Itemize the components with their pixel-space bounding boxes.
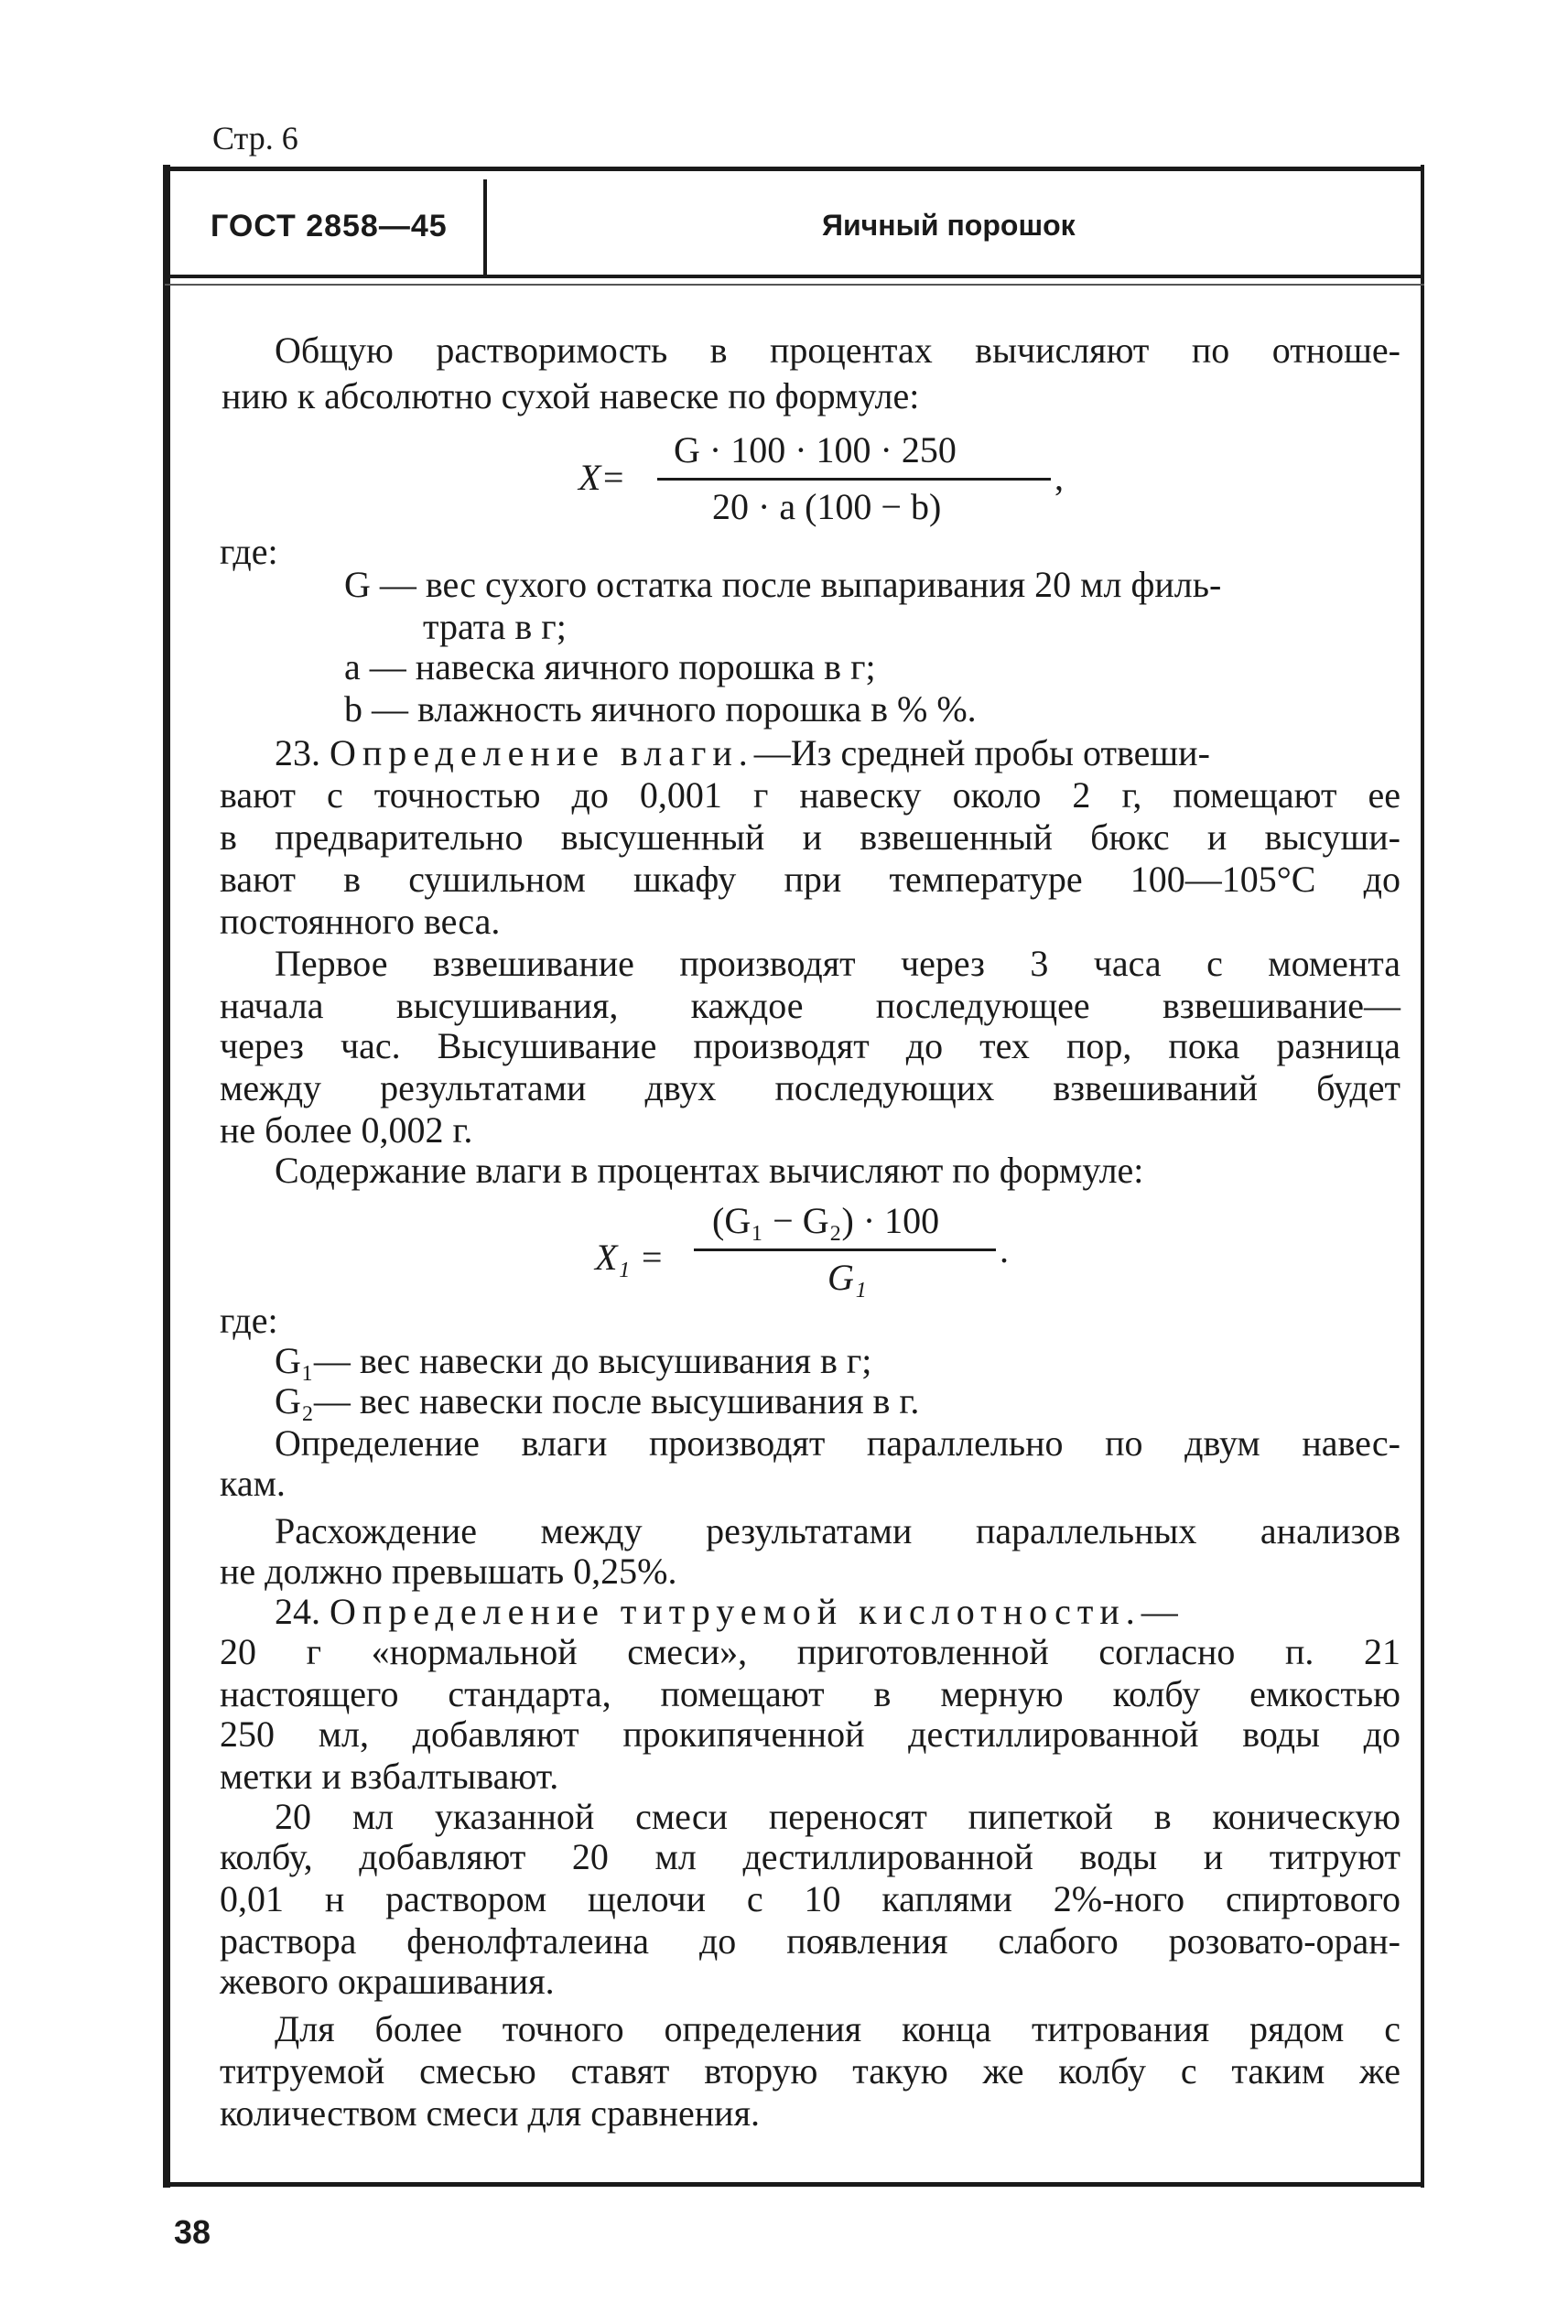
paragraph-line: 20 мл указанной смеси переносят пипеткой в коническую: [275, 1796, 1400, 1837]
formula-numerator: G · 100 · 100 · 250: [674, 429, 957, 470]
paragraph-line: в предварительно высушенный и взвешенный бюкс и высуши-: [220, 816, 1400, 858]
header-separator: [483, 179, 487, 278]
paragraph-line: начала высушивания, каждое последующее взвешивание—: [220, 985, 1400, 1026]
paragraph-line: жевого окрашивания.: [220, 1961, 555, 2002]
paragraph-line: нию к абсолютно сухой навеске по формуле:: [222, 375, 920, 416]
paragraph-line: не должно превышать 0,25%.: [220, 1551, 677, 1592]
paragraph-line: титруемой смесью ставят вторую такую же колбу с таким же: [220, 2050, 1400, 2092]
paragraph-line: 0,01 н раствором щелочи с 10 каплями 2%-ного спиртового: [220, 1878, 1400, 1919]
header-bottom-rule: [165, 275, 1424, 278]
paragraph-line: 20 г «нормальной смеси», приготовленной согласно п. 21: [220, 1631, 1400, 1672]
section-line-rest: —: [1141, 1591, 1178, 1632]
paragraph-line: Содержание влаги в процентах вычисляют по формуле:: [275, 1150, 1144, 1191]
paragraph-line: Для более точного определения конца титрования рядом с: [275, 2008, 1400, 2049]
footer-rule: [163, 2182, 1424, 2187]
paragraph-line: метки и взбалтывают.: [220, 1756, 559, 1797]
section-title: Определение влаги.: [330, 732, 754, 773]
paragraph-line: Расхождение между результатами параллельных анализов: [275, 1510, 1400, 1551]
paragraph-line: Определение влаги производят параллельно по двум навес-: [275, 1422, 1400, 1464]
fraction-bar: [657, 478, 1051, 481]
section-heading-24: [275, 1591, 1178, 1633]
paragraph-line: кам.: [220, 1463, 286, 1504]
paragraph-line: между результатами двух последующих взвешиваний будет: [220, 1067, 1400, 1108]
definition-line: G₁— вес навески до высушивания в г;: [275, 1340, 872, 1381]
paragraph-line: настоящего стандарта, помещают в мерную колбу емкостью: [220, 1673, 1400, 1714]
paragraph-line: Общую растворимость в процентах вычисляют по отноше-: [275, 330, 1400, 371]
definition-line: трата в г;: [423, 606, 567, 647]
paragraph-line: колбу, добавляют 20 мл дестиллированной воды и титруют: [220, 1836, 1400, 1877]
section-line-rest: —Из средней пробы отвеши-: [753, 732, 1210, 773]
formula-numerator: (G₁ − G₂) · 100: [712, 1200, 940, 1241]
section-number: 23.: [275, 732, 320, 773]
formula-denominator: 20 · a (100 − b): [712, 486, 942, 527]
standard-code: ГОСТ 2858—45: [211, 209, 448, 243]
frame-right-border: [1421, 165, 1424, 2188]
frame-left-border: [163, 165, 170, 2188]
section-title: Определение титруемой кислотности.: [330, 1591, 1141, 1632]
paragraph-line: вают с точностью до 0,001 г навеску около 2 г, помещают ее: [220, 774, 1400, 816]
paragraph-line: постоянного веса.: [220, 901, 501, 942]
section-number: 24.: [275, 1591, 320, 1632]
header-top-rule: [165, 167, 1424, 171]
formula-trail: .: [1000, 1229, 1009, 1270]
fraction-bar: [694, 1248, 996, 1251]
definition-line: b — влажность яичного порошка в % %.: [344, 688, 977, 730]
formula-lhs: X=: [579, 457, 626, 498]
formula-denominator: G₁: [827, 1257, 867, 1298]
page-number: 38: [174, 2213, 211, 2251]
paragraph-line: 250 мл, добавляют прокипяченной дестиллированной воды до: [220, 1713, 1400, 1755]
where-label: где:: [220, 1300, 278, 1341]
document-title: Яичный порошок: [822, 209, 1076, 242]
page-label: Стр. 6: [212, 120, 298, 157]
where-label: где:: [220, 531, 278, 572]
paragraph-line: Первое взвешивание производят через 3 часа с момента: [275, 943, 1400, 984]
formula-lhs: X₁ =: [595, 1237, 665, 1278]
paragraph-line: не более 0,002 г.: [220, 1109, 473, 1151]
definition-line: a — навеска яичного порошка в г;: [344, 646, 876, 687]
definition-line: G — вес сухого остатка после выпаривания 20 мл филь-: [344, 564, 1222, 605]
paragraph-line: раствора фенолфталеина до появления слабого розовато-оран-: [220, 1920, 1400, 1962]
section-heading-23: [275, 732, 1210, 774]
formula-trail: ,: [1054, 457, 1064, 498]
paragraph-line: количеством смеси для сравнения.: [220, 2092, 760, 2134]
definition-line: G₂— вес навески после высушивания в г.: [275, 1380, 920, 1421]
header-bottom-rule-thin: [165, 284, 1424, 286]
paragraph-line: через час. Высушивание производят до тех пор, пока разница: [220, 1025, 1400, 1066]
paragraph-line: вают в сушильном шкафу при температуре 100—105°С до: [220, 859, 1400, 900]
